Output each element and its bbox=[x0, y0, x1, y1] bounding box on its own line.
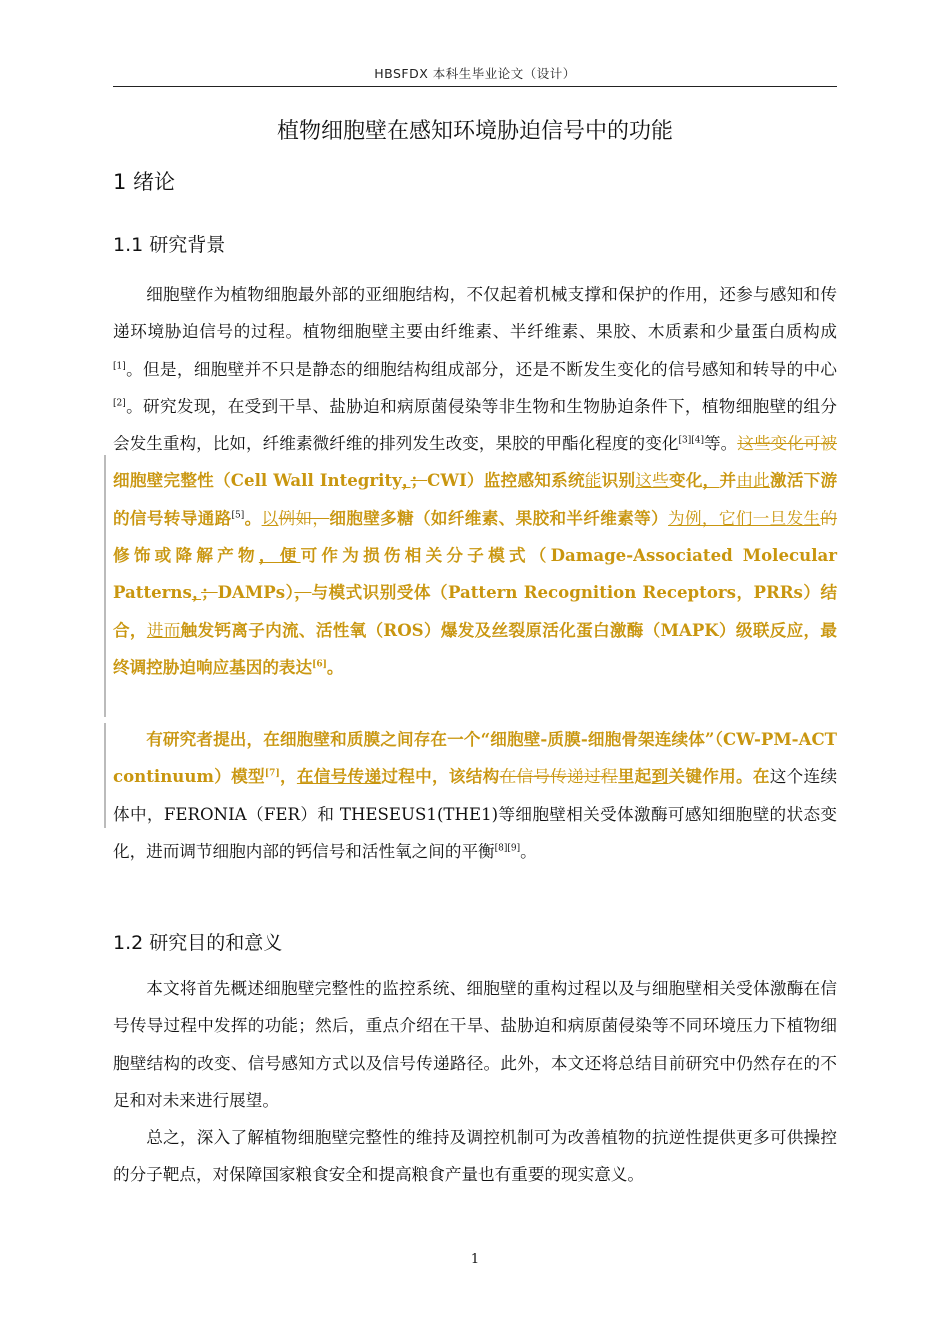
inserted-text: ，便 bbox=[258, 545, 301, 566]
section-heading-1: 1 绪论 bbox=[113, 170, 176, 194]
inserted-text: 能 bbox=[584, 471, 602, 491]
inserted-text: 这些 bbox=[635, 471, 669, 491]
paragraph-continuum: 有研究者提出，在细胞壁和质膜之间存在一个“细胞壁-质膜-细胞骨架连续体”（CW-PM-ACT continuum）模型[7]，在信号传递过程中，该结构在信号传递过程里起到关键作用。在这个连续体中，FERONIA（FER）和 THESEUS1(THE1)等细胞壁相关受体激酶可感知细胞壁的状态变化，进而调节细胞内部的钙信号和活性氧之间的平衡[8][9]。 bbox=[113, 729, 838, 861]
inserted-text: 为例，它们一旦发生 bbox=[668, 508, 821, 528]
paper-title: 植物细胞壁在感知环境胁迫信号中的功能 bbox=[276, 119, 673, 144]
inserted-text: 到 bbox=[651, 766, 669, 787]
revision-bar bbox=[104, 455, 106, 717]
deleted-text: 的 bbox=[820, 508, 838, 528]
inserted-text: 进而 bbox=[146, 620, 181, 640]
paragraph-significance: 总之，深入了解植物细胞壁完整性的维持及调控机制可为改善植物的抗逆性提供更多可供操控的分子靶点，对保障国家粮食安全和提高粮食产量也有重要的现实意义。 bbox=[113, 1128, 837, 1185]
inserted-text: ， bbox=[401, 470, 411, 491]
section-heading-1-2: 1.2 研究目的和意义 bbox=[113, 932, 283, 954]
inserted-text: ， bbox=[702, 470, 720, 491]
inserted-text: 在信号传递 bbox=[296, 766, 382, 787]
deleted-text: 例如， bbox=[278, 508, 330, 528]
inserted-text: ， bbox=[191, 582, 202, 603]
paragraph-background: 细胞壁作为植物细胞最外部的亚细胞结构，不仅起着机械支撑和保护的作用，还参与感知和传递环境胁迫信号的过程。植物细胞壁主要由纤维素、半纤维素、果胶、木质素和少量蛋白质构成[1]。但是，细胞壁并不只是静态的细胞结构组成部分，还是不断发生变化的信号感知和转导的中心[2]。研究发现，在受到干旱、盐胁迫和病原菌侵染等非生物和生物胁迫条件下，植物细胞壁的组分会发生重构，比如，纤维素微纤维的排列发生改变，果胶的甲酯化程度的变化[3][4]等。这些变化可被细胞壁完整性（Cell Wall Integrity，；CWI）监控感知系统能识别这些变化，并由此激活下游的信号转导通路[5]。以例如，细胞壁多糖（如纤维素、果胶和半纤维素等）为例，它们一旦发生的修饰或降解产物，便可作为损伤相关分子模式（Damage-Associated Molecular Patterns，；DAMPs），与模式识别受体（Pattern Recognition Receptors，PRRs）结合，进而触发钙离子内流、活性氧（ROS）爆发及丝裂原活化蛋白激酶（MAPK）级联反应，最终调控胁迫响应基因的表达[6]。 bbox=[113, 285, 838, 677]
deleted-text: 在信号传递过程 bbox=[499, 767, 618, 787]
revision-bar bbox=[104, 723, 106, 828]
page-number: 1 bbox=[470, 1252, 480, 1267]
section-heading-1-1: 1.1 研究背景 bbox=[113, 234, 226, 256]
paragraph-purpose: 本文将首先概述细胞壁完整性的监控系统、细胞壁的重构过程以及与细胞壁相关受体激酶在信号传导过程中发挥的功能；然后，重点介绍在干旱、盐胁迫和病原菌侵染等不同环境压力下植物细胞壁结构的改变、信号感知方式以及信号传递路径。此外，本文还将总结目前研究中仍然存在的不足和对未来进行展望。 bbox=[113, 979, 837, 1110]
deleted-text: ， bbox=[294, 582, 312, 603]
inserted-text: 由此 bbox=[736, 471, 771, 491]
deleted-text: ； bbox=[201, 582, 218, 603]
deleted-text: 这些变化可被 bbox=[737, 434, 838, 454]
page-header: HBSFDX 本科生毕业论文（设计） bbox=[113, 64, 837, 87]
deleted-text: ； bbox=[410, 470, 428, 491]
inserted-text: 以 bbox=[261, 508, 279, 528]
